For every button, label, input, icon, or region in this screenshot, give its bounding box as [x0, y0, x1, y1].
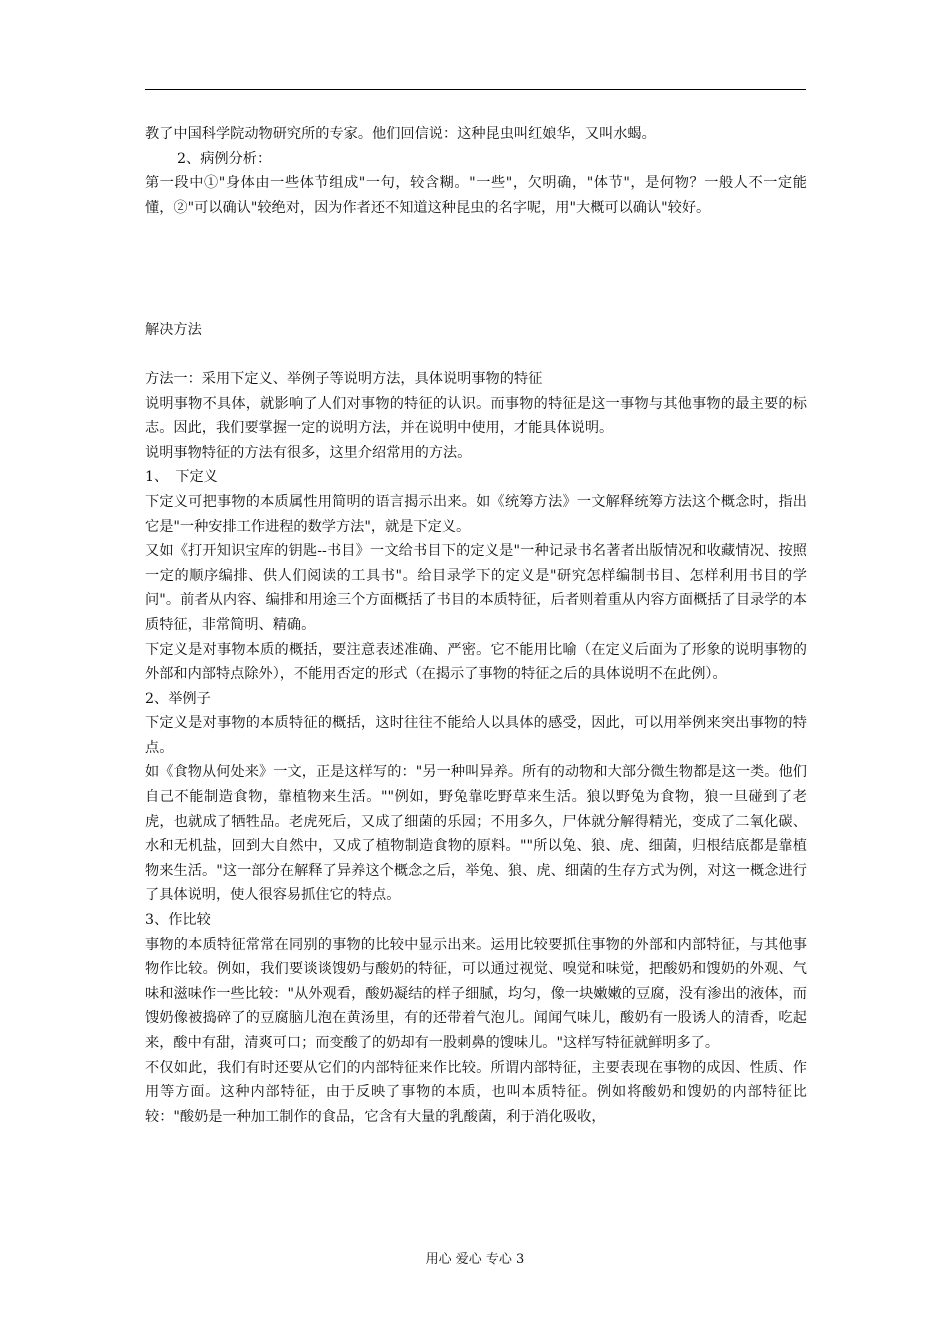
comparison-heading: 3、作比较 — [145, 912, 211, 929]
continuation-line: 教了中国科学院动物研究所的专家。他们回信说：这种昆虫叫红娘华，又叫水蝎。 — [145, 126, 656, 142]
intro-paragraph: 说明事物不具体，就影响了人们对事物的特征的认识。而事物的特征是这一事物与其他事物的最主要的标志。因此，我们要掌握一定的说明方法，并在说明中使用，才能具体说明。 — [145, 395, 807, 437]
definition-heading: 1、 下定义 — [145, 469, 218, 486]
example-paragraph: 下定义是对事物的本质特征的概括，这时往往不能给人以具体的感受，因此，可以用举例来突出事物的特点。 — [145, 715, 807, 756]
document-body — [145, 122, 807, 1129]
example-paragraph: 如《食物从何处来》一文，正是这样写的："另一种叫异养。所有的动物和大部分微生物都是这一类。他们自己不能制造食物，靠植物来生活。""例如，野兔靠吃野草来生活。狼以野兔为食物，狼一旦碰到了老虎，也就成了牺牲品。老虎死后，又成了细菌的乐园；不用多久，尸体就分解得精光，变成了二氧化碳、水和无机盐，回到大自然中，又成了植物制造食物的原料。""所以兔、狼、虎、细菌，归根结底都是靠植物来生活。"这一部分在解释了异养这个概念之后，举兔、狼、虎、细菌的生存方式为例，对这一概念进行了具体说明，使人很容易抓住它的特点。 — [145, 764, 807, 904]
case-analysis-heading: 2、病例分析： — [177, 150, 272, 167]
example-heading: 2、举例子 — [145, 690, 211, 707]
solution-title: 解决方法 — [145, 322, 202, 339]
page-footer: 用心 爱心 专心 3 — [425, 1252, 525, 1267]
comparison-paragraph: 事物的本质特征常常在同别的事物的比较中显示出来。运用比较要抓住事物的外部和内部特征，与其他事物作比较。例如，我们要谈谈馊奶与酸奶的特征，可以通过视觉、嗅觉和味觉，把酸奶和馊奶的外观、气味和滋味作一些比较："从外观看，酸奶凝结的样子细腻，均匀，像一块嫩嫩的豆腐，没有渗出的液体，而馊奶像被捣碎了的豆腐脑儿泡在黄汤里，有的还带着气泡儿。闻闻气味儿，酸奶有一股诱人的清香，吃起来，酸中有甜，清爽可口；而变酸了的奶却有一股刺鼻的馊味儿。"这样写特征就鲜明多了。 — [145, 936, 807, 1051]
definition-paragraph: 下定义可把事物的本质属性用简明的语言揭示出来。如《统筹方法》一文解释统筹方法这个概念时，指出它是"一种安排工作进程的数学方法"，就是下定义。 — [145, 493, 807, 535]
method-one-heading: 方法一：采用下定义、举例子等说明方法，具体说明事物的特征 — [145, 370, 543, 387]
comparison-paragraph: 不仅如此，我们有时还要从它们的内部特征来作比较。所谓内部特征，主要表现在事物的成因、性质、作用等方面。这种内部特征，由于反映了事物的本质，也叫本质特征。例如将酸奶和馊奶的内部特征比较："酸奶是一种加工制作的食品，它含有大量的乳酸菌，利于消化吸收， — [145, 1059, 807, 1125]
spacer — [145, 343, 807, 367]
spacer — [145, 220, 807, 318]
definition-paragraph: 又如《打开知识宝库的钥匙--书目》一文给书目下的定义是"一种记录书名著者出版情况和收藏情况、按照一定的顺序编排、供人们阅读的工具书"。给目录学下的定义是"研究怎样编制书目、怎样利用书目的学问"。前者从内容、编排和用途三个方面概括了书目的本质特征，后者则着重从内容方面概括了目录学的本质特征，非常简明、精确。 — [145, 543, 807, 633]
definition-paragraph: 下定义是对事物本质的概括，要注意表述准确、严密。它不能用比喻（在定义后面为了形象的说明事物的外部和内部特点除外），不能用否定的形式（在揭示了事物的特征之后的具体说明不在此例）。 — [145, 641, 807, 683]
intro-paragraph: 说明事物特征的方法有很多，这里介绍常用的方法。 — [145, 444, 472, 461]
case-analysis-paragraph: 第一段中①"身体由一些体节组成"一句，较含糊。"一些"，欠明确，"体节"，是何物？一般人不一定能懂，②"可以确认"较绝对，因为作者还不知道这种昆虫的名字呢，用"大概可以确认"较好。 — [145, 175, 807, 216]
header-rule — [145, 89, 806, 90]
